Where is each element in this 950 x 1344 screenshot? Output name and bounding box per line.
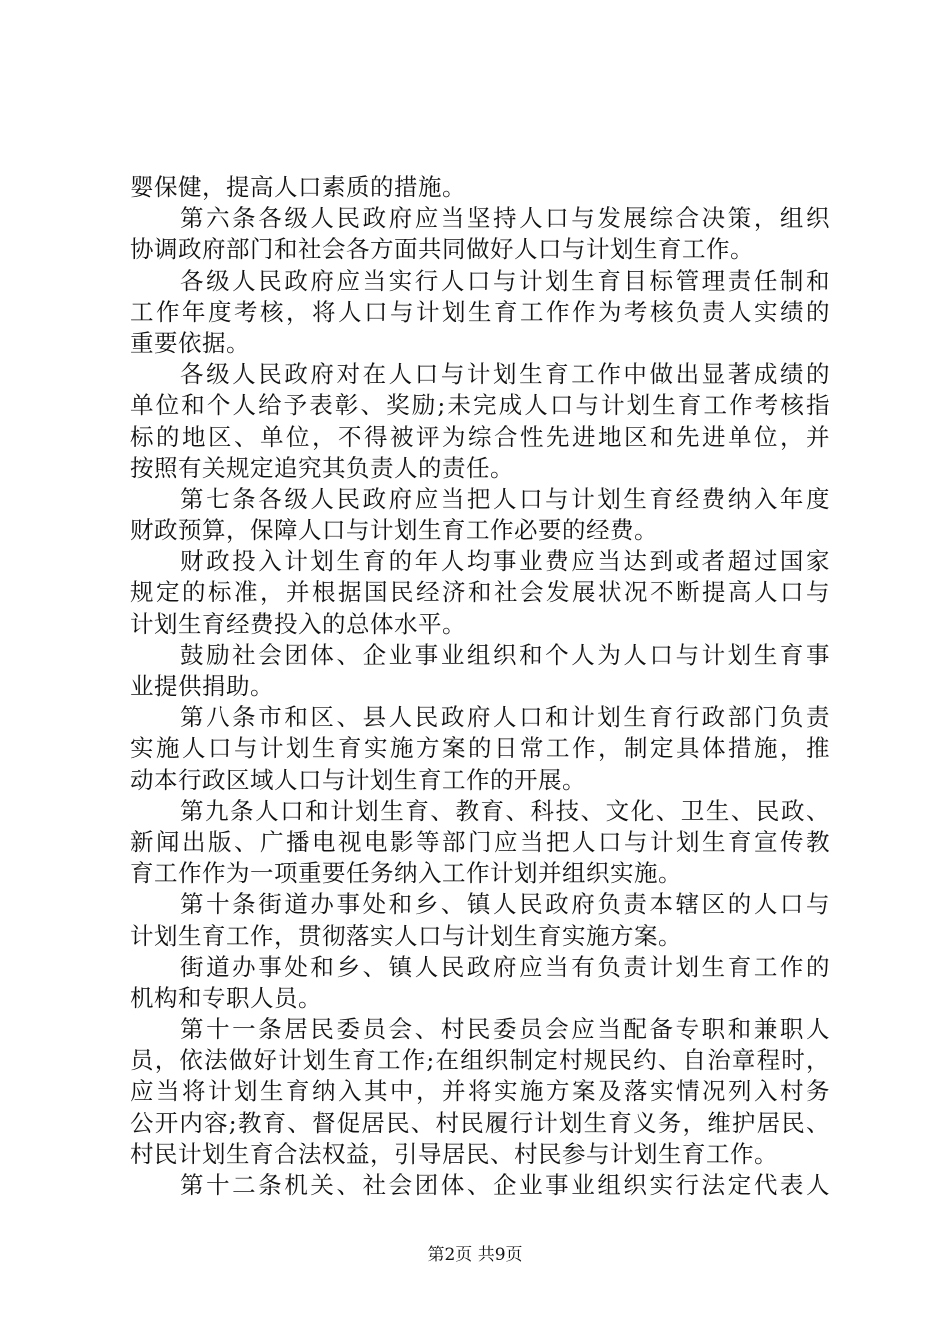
text-line: 规定的标准，并根据国民经济和社会发展状况不断提高人口与 [130, 578, 830, 607]
text-line: 员，依法做好计划生育工作;在组织制定村规民约、自治章程时， [130, 1046, 830, 1075]
text-line: 标的地区、单位，不得被评为综合性先进地区和先进单位，并 [130, 422, 830, 451]
text-line: 公开内容;教育、督促居民、村民履行计划生育义务，维护居民、 [130, 1108, 830, 1137]
text-line: 第七条各级人民政府应当把人口与计划生育经费纳入年度 [180, 484, 830, 513]
text-line: 第八条市和区、县人民政府人口和计划生育行政部门负责 [180, 703, 830, 732]
text-line: 计划生育工作，贯彻落实人口与计划生育实施方案。 [130, 921, 682, 950]
text-line: 按照有关规定追究其负责人的责任。 [130, 453, 514, 482]
text-line: 实施人口与计划生育实施方案的日常工作，制定具体措施，推 [130, 734, 830, 763]
text-line: 新闻出版、广播电视电影等部门应当把人口与计划生育宣传教 [130, 827, 830, 856]
text-line: 育工作作为一项重要任务纳入工作计划并组织实施。 [130, 859, 682, 888]
text-line: 第九条人口和计划生育、教育、科技、文化、卫生、民政、 [180, 796, 830, 825]
text-line: 协调政府部门和社会各方面共同做好人口与计划生育工作。 [130, 235, 754, 264]
text-line: 应当将计划生育纳入其中，并将实施方案及落实情况列入村务 [130, 1077, 830, 1106]
text-line: 街道办事处和乡、镇人民政府应当有负责计划生育工作的 [180, 952, 830, 981]
text-line: 鼓励社会团体、企业事业组织和个人为人口与计划生育事 [180, 640, 830, 669]
text-line: 第十一条居民委员会、村民委员会应当配备专职和兼职人 [180, 1015, 830, 1044]
text-line: 财政投入计划生育的年人均事业费应当达到或者超过国家 [180, 547, 830, 576]
text-line: 第六条各级人民政府应当坚持人口与发展综合决策，组织 [180, 204, 830, 233]
text-line: 动本行政区域人口与计划生育工作的开展。 [130, 765, 586, 794]
text-line: 财政预算，保障人口与计划生育工作必要的经费。 [130, 516, 658, 545]
text-line: 各级人民政府对在人口与计划生育工作中做出显著成绩的 [180, 360, 830, 389]
text-line: 村民计划生育合法权益，引导居民、村民参与计划生育工作。 [130, 1139, 778, 1168]
text-line: 工作年度考核，将人口与计划生育工作作为考核负责人实绩的 [130, 297, 830, 326]
text-line: 各级人民政府应当实行人口与计划生育目标管理责任制和 [180, 266, 830, 295]
text-line: 重要依据。 [130, 328, 250, 357]
text-line: 第十二条机关、社会团体、企业事业组织实行法定代表人 [180, 1171, 830, 1199]
text-line: 第十条街道办事处和乡、镇人民政府负责本辖区的人口与 [180, 890, 830, 919]
text-line: 婴保健，提高人口素质的措施。 [130, 173, 466, 201]
page-footer: 第2页 共9页 [427, 1245, 523, 1265]
text-line: 单位和个人给予表彰、奖励;未完成人口与计划生育工作考核指 [130, 391, 830, 420]
document-body [130, 172, 830, 1201]
text-line: 计划生育经费投入的总体水平。 [130, 609, 466, 638]
text-line: 机构和专职人员。 [130, 983, 322, 1012]
text-line: 业提供捐助。 [130, 672, 274, 700]
